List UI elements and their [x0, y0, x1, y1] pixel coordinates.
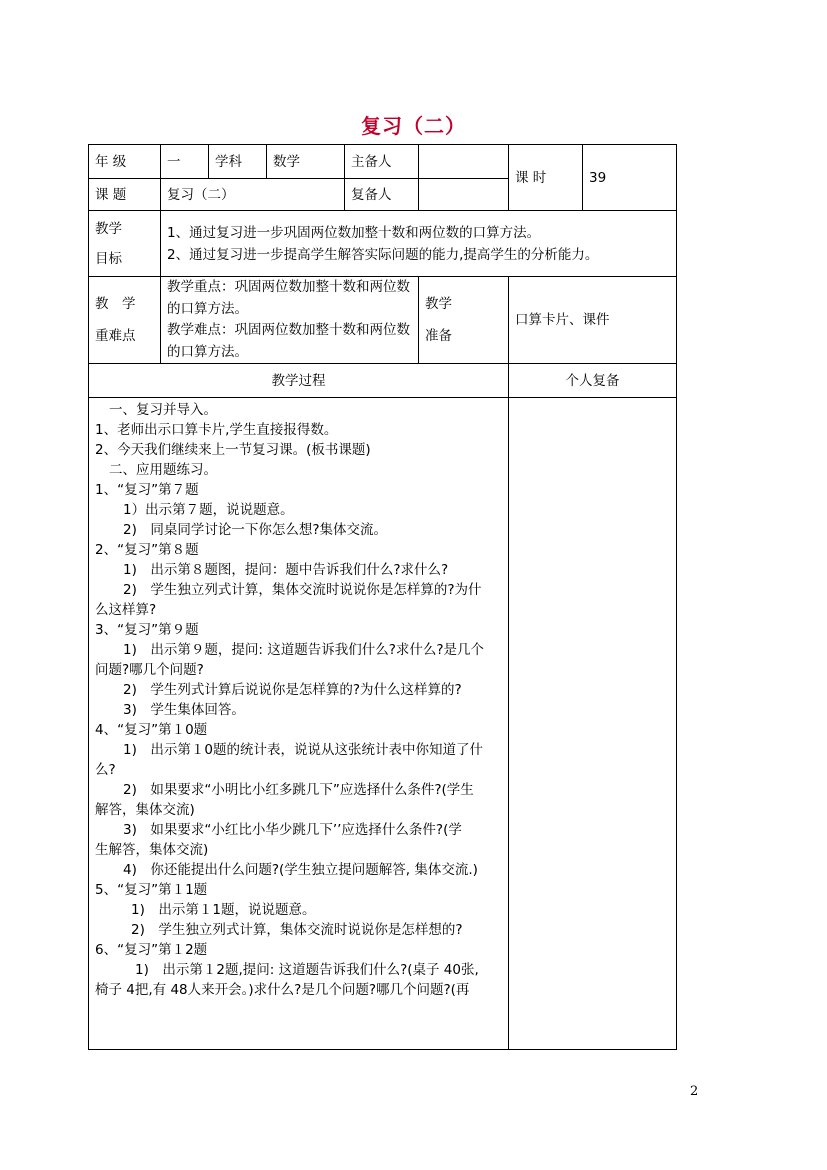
- prep-label-line-1: 教学: [425, 296, 452, 312]
- process-line: 4、“复习”第１0题: [95, 722, 208, 738]
- process-line: 椅子 4把,有 48人来开会。)求什么?是几个问题?哪几个问题?(再: [95, 982, 470, 998]
- process-line: 1) 出示第９题，提问: 这道题告诉我们什么?求什么?是几个: [123, 642, 485, 658]
- personal-notes-body: [509, 398, 677, 1050]
- process-line: 1、老师出示口算卡片,学生直接报得数。: [95, 422, 338, 438]
- subject-value: 数学: [267, 145, 345, 179]
- lesson-plan-table: [88, 144, 677, 1050]
- topic-label: 课 题: [89, 179, 161, 211]
- process-line: 3) 学生集体回答。: [123, 702, 245, 718]
- process-line: 2) 如果要求“小明比小红多跳几下”应选择什么条件?(学生: [123, 782, 474, 798]
- focus-line: 的口算方法。: [167, 300, 248, 317]
- process-line: 2、今天我们继续来上一节复习课。(板书课题): [95, 442, 371, 458]
- prep-value: 口算卡片、课件: [509, 277, 677, 364]
- grade-label: 年 级: [89, 145, 161, 179]
- process-line: 2) 同桌同学讨论一下你怎么想?集体交流。: [123, 522, 388, 538]
- process-body: [89, 398, 509, 1050]
- process-line: 么这样算?: [95, 602, 157, 618]
- process-line: 2) 学生列式计算后说说你是怎样算的?为什么这样算的?: [123, 682, 462, 698]
- personal-notes-header: 个人复备: [509, 364, 677, 398]
- process-line: 解答，集体交流): [95, 802, 195, 818]
- process-line: 3) 如果要求“小红比小华少跳几下’’应选择什么条件?(学: [123, 822, 462, 838]
- process-line: 3、“复习”第９题: [95, 622, 199, 638]
- process-line: 一、复习并导入。: [109, 402, 217, 418]
- focus-label-cell: [89, 277, 161, 364]
- goals-label-line-1: 教学: [95, 220, 122, 237]
- period-label: 课 时: [509, 145, 583, 211]
- process-line: 4) 你还能提出什么问题?(学生独立提问题解答, 集体交流.): [123, 862, 478, 878]
- topic-value: 复习（二）: [161, 179, 345, 211]
- focus-line: 教学难点：巩固两位数加整十数和两位数: [167, 322, 410, 338]
- process-line: 1) 出示第１2题,提问: 这道题告诉我们什么?(桌子 40张,: [135, 962, 479, 978]
- reviewer-value: [419, 179, 509, 211]
- goals-label-cell: [89, 211, 161, 277]
- focus-line: 教学重点：巩固两位数加整十数和两位数: [167, 279, 410, 295]
- page-number: 2: [690, 1084, 699, 1099]
- prep-label-line-2: 准备: [425, 328, 452, 344]
- focus-content: [161, 277, 419, 364]
- process-line: 1）出示第７题，说说题意。: [123, 502, 294, 518]
- process-line: 1) 出示第１1题，说说题意。: [131, 902, 316, 918]
- process-line: 2) 学生独立列式计算，集体交流时说说你是怎样算的?为什: [123, 582, 482, 598]
- process-line: 二、应用题练习。: [109, 462, 217, 478]
- process-line: 1) 出示第８题图，提问：题中告诉我们什么?求什么?: [123, 562, 449, 578]
- grade-value: 一: [161, 145, 209, 179]
- process-line: 1) 出示第１0题的统计表，说说从这张统计表中你知道了什: [123, 742, 483, 758]
- process-line: 2) 学生独立列式计算，集体交流时说说你是怎样想的?: [131, 922, 463, 938]
- document-title: 复习（二）: [361, 114, 466, 138]
- goal-line: 1、通过复习进一步巩固两位数加整十数和两位数的口算方法。: [167, 224, 541, 241]
- process-line: 1、“复习”第７题: [95, 482, 199, 498]
- goals-label-line-2: 目标: [95, 250, 122, 267]
- focus-line: 的口算方法。: [167, 343, 248, 360]
- process-line: 么?: [95, 762, 116, 778]
- goal-line: 2、通过复习进一步提高学生解答实际问题的能力,提高学生的分析能力。: [167, 246, 599, 263]
- goals-content: [161, 211, 677, 277]
- process-line: 6、“复习”第１2题: [95, 942, 208, 958]
- period-value: 39: [583, 145, 677, 211]
- process-line: 5、“复习”第１1题: [95, 882, 208, 898]
- process-line: 2、“复习”第８题: [95, 542, 199, 558]
- focus-label-line-2: 重难点: [95, 328, 136, 344]
- preparer-label: 主备人: [345, 145, 419, 179]
- reviewer-label: 复备人: [345, 179, 419, 211]
- subject-label: 学科: [209, 145, 267, 179]
- process-header: 教学过程: [89, 364, 509, 398]
- process-line: 生解答，集体交流): [95, 842, 209, 858]
- preparer-value: [419, 145, 509, 179]
- focus-label-line-1: 教 学: [95, 296, 136, 312]
- process-line: 问题?哪几个问题?: [95, 662, 204, 678]
- prep-label-cell: [419, 277, 509, 364]
